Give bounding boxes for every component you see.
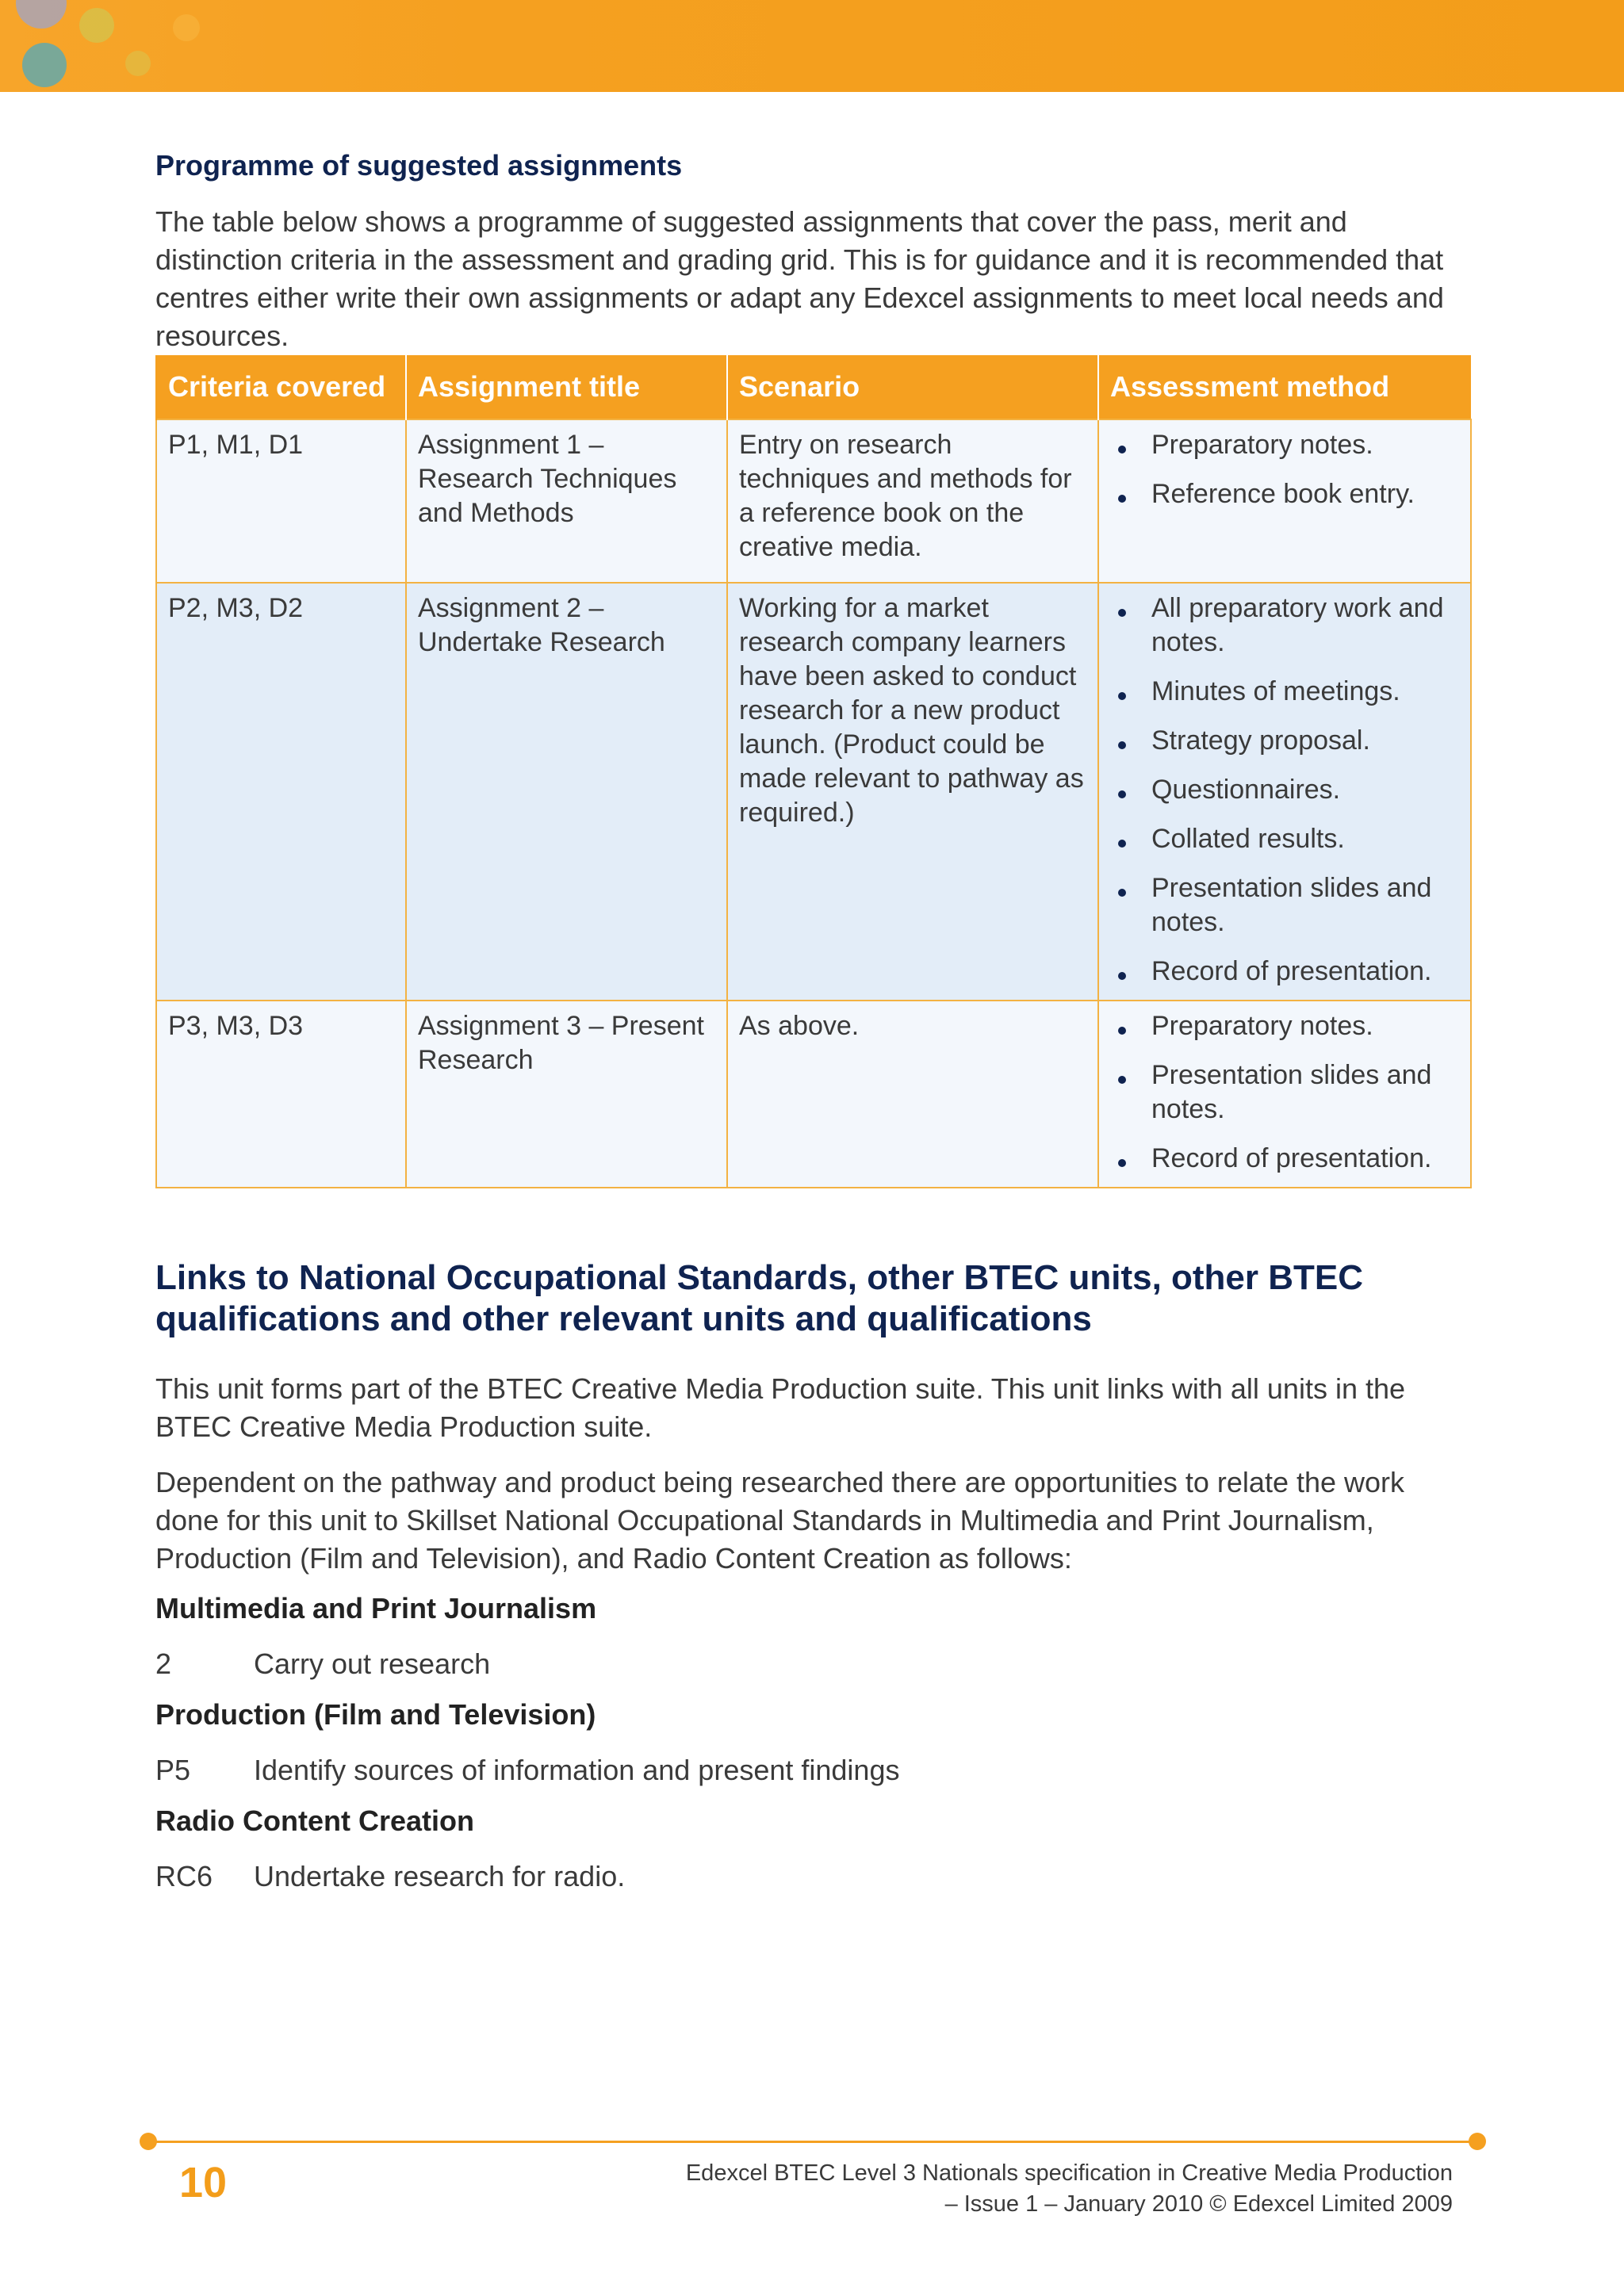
method-item: Record of presentation.: [1110, 1142, 1459, 1176]
method-item: Presentation slides and notes.: [1110, 871, 1459, 939]
decorative-circle: [173, 14, 200, 41]
standard-code: RC6: [155, 1860, 213, 1892]
method-item: Reference book entry.: [1110, 477, 1459, 511]
decorative-circle: [22, 43, 67, 87]
cell-scenario: As above.: [727, 1001, 1098, 1188]
cell-title: Assignment 2 – Undertake Research: [406, 583, 727, 1001]
method-list: [1110, 591, 1459, 989]
standard-text: Undertake research for radio.: [254, 1860, 626, 1892]
links-paragraph-2: Dependent on the pathway and product being researched there are opportunities to relate the work done for this unit to Skillset National Occupational Standards in Multimedia and Print Journalism, Production (Film and Television), and Radio Content Creation as follows:: [155, 1466, 1405, 1575]
standard-code: P5: [155, 1754, 191, 1786]
cell-criteria: P3, M3, D3: [156, 1001, 406, 1188]
section-heading-links: Links to National Occupational Standards, other BTEC units, other BTEC qualifications and other relevant units and qualifications: [155, 1258, 1364, 1338]
method-item: Record of presentation.: [1110, 955, 1459, 989]
footer-rule: [147, 2141, 1480, 2143]
cell-methods: [1098, 1001, 1471, 1188]
method-item: Preparatory notes.: [1110, 1009, 1459, 1043]
links-paragraph-1: This unit forms part of the BTEC Creative Media Production suite. This unit links with all units in the BTEC Creative Media Production suite.: [155, 1372, 1406, 1443]
header-title: Assignment title: [406, 355, 727, 419]
method-list: [1110, 428, 1459, 511]
header-scenario: Scenario: [727, 355, 1098, 419]
standard-item: [155, 1754, 899, 1787]
cell-title: Assignment 1 – Research Techniques and Methods: [406, 419, 727, 583]
standard-heading: Multimedia and Print Journalism: [155, 1592, 597, 1624]
footer-rule-dot: [1469, 2133, 1486, 2150]
table-header-row: [156, 355, 1471, 419]
header-method: Assessment method: [1098, 355, 1471, 419]
cell-criteria: P2, M3, D2: [156, 583, 406, 1001]
standard-text: Carry out research: [254, 1647, 491, 1680]
standard-code: 2: [155, 1647, 172, 1680]
method-item: Collated results.: [1110, 822, 1459, 856]
table-row: [156, 419, 1471, 583]
header-criteria: Criteria covered: [156, 355, 406, 419]
method-item: Preparatory notes.: [1110, 428, 1459, 462]
method-item: Questionnaires.: [1110, 773, 1459, 807]
table-row: [156, 1001, 1471, 1188]
standard-heading: Radio Content Creation: [155, 1804, 474, 1837]
method-item: Strategy proposal.: [1110, 724, 1459, 758]
cell-title: Assignment 3 – Present Research: [406, 1001, 727, 1188]
footer-rule-dot: [140, 2133, 157, 2150]
standard-heading: Production (Film and Television): [155, 1698, 596, 1731]
method-item: Presentation slides and notes.: [1110, 1058, 1459, 1127]
assignments-table: [155, 355, 1472, 1188]
page-number: 10: [179, 2159, 228, 2206]
decorative-circle: [125, 51, 151, 76]
method-item: Minutes of meetings.: [1110, 675, 1459, 709]
footer-line-1: Edexcel BTEC Level 3 Nationals specification in Creative Media Production: [685, 2160, 1453, 2186]
standard-text: Identify sources of information and present findings: [254, 1754, 900, 1786]
decorative-circle: [79, 8, 114, 43]
decorative-circle: [16, 0, 67, 29]
footer-text: [686, 2158, 1453, 2220]
section-heading-programme: Programme of suggested assignments: [155, 149, 683, 182]
intro-paragraph: The table below shows a programme of suggested assignments that cover the pass, merit and distinction criteria in the assessment and grading grid. This is for guidance and it is recommended that centres either write their own assignments or adapt any Edexcel assignments to meet local needs and resources.: [155, 205, 1444, 352]
cell-scenario: Entry on research techniques and methods for a reference book on the creative media.: [727, 419, 1098, 583]
cell-criteria: P1, M1, D1: [156, 419, 406, 583]
method-item: All preparatory work and notes.: [1110, 591, 1459, 660]
cell-scenario: Working for a market research company learners have been asked to conduct research for a new product launch. (Product could be made relevant to pathway as required.): [727, 583, 1098, 1001]
header-band: [0, 0, 1624, 92]
cell-methods: [1098, 419, 1471, 583]
cell-methods: [1098, 583, 1471, 1001]
standard-item: [155, 1647, 490, 1681]
method-list: [1110, 1009, 1459, 1176]
standard-item: [155, 1860, 625, 1893]
table-row: [156, 583, 1471, 1001]
footer-line-2: – Issue 1 – January 2010 © Edexcel Limited 2009: [944, 2191, 1453, 2217]
